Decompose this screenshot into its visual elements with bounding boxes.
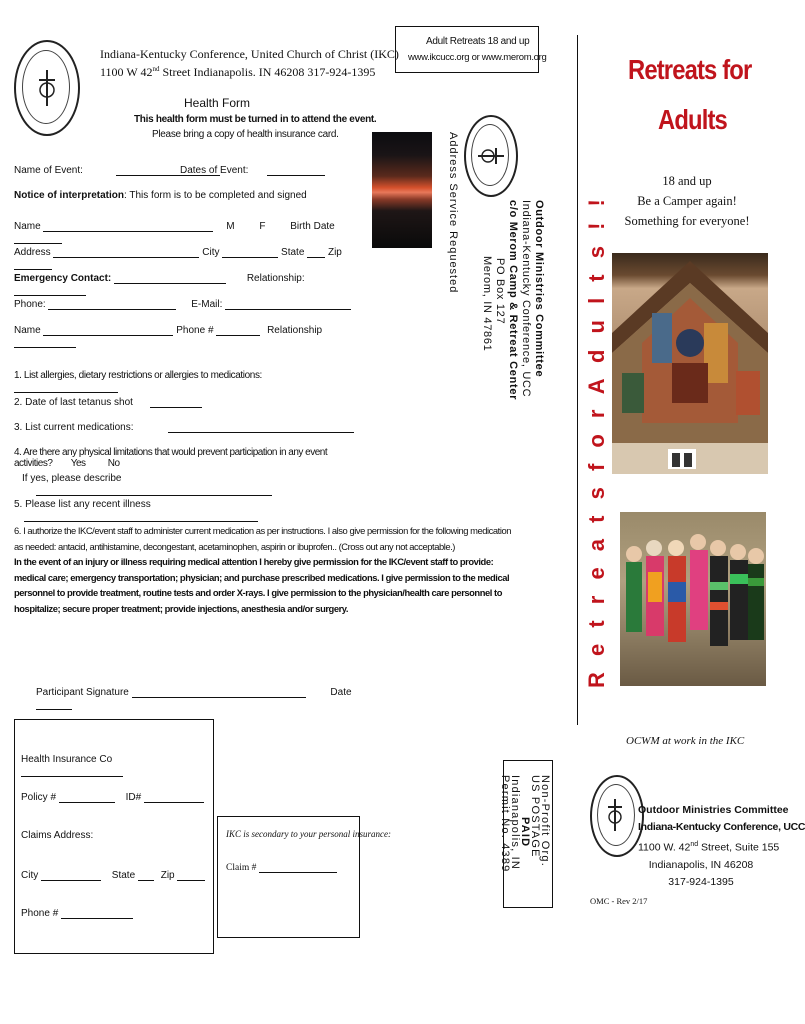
insurance-phone-row — [21, 907, 133, 919]
contact-conference: Indiana-Kentucky Conference, UCC — [638, 821, 805, 833]
cross-icon — [604, 797, 626, 833]
allergies-label: 1. List allergies, dietary restrictions or allergies to medications: — [14, 370, 262, 381]
medications-label: 3. List current medications: — [14, 422, 134, 433]
emergency-contact-row — [14, 272, 354, 296]
contact-phone: 317-924-1395 — [668, 875, 734, 888]
insurance-city-label: City — [21, 870, 39, 881]
tagline-age: 18 and up — [662, 174, 712, 188]
birth-date-field[interactable] — [14, 232, 62, 244]
health-form-title: Health Form — [184, 96, 251, 110]
org-name: Indiana-Kentucky Conference, United Church of Christ (IKC) — [100, 47, 399, 61]
contact-name-field[interactable] — [43, 324, 173, 336]
group-photo-figures — [620, 512, 766, 686]
name-of-event-label: Name of Event: — [14, 165, 83, 176]
relationship-field[interactable] — [14, 284, 86, 296]
medications-row — [14, 421, 354, 433]
insurance-co-row — [21, 754, 211, 777]
allergies-row — [14, 370, 354, 393]
phone-email-row — [14, 298, 354, 310]
mural-photo — [612, 253, 768, 474]
authorization-line-4: medical care; emergency transportation; physician; and purchase prescribed medications. I give permission to the medical — [14, 571, 510, 583]
name-field[interactable] — [43, 220, 213, 232]
limitations-label: 4. Are there any physical limitations that would prevent participation in any event activities? — [14, 447, 328, 469]
insurance-box — [14, 719, 214, 954]
secondary-contact-row — [14, 324, 354, 348]
contact-committee: Outdoor Ministries Committee — [638, 804, 789, 816]
postage-line-5: Permit No. 4389 — [499, 775, 511, 873]
authorization-text — [14, 523, 511, 616]
limitations-describe-row — [22, 473, 362, 496]
address-service-requested: Address Service Requested — [447, 132, 459, 294]
contact-name-label: Name — [14, 325, 41, 336]
insurance-co-label: Health Insurance Co — [21, 754, 113, 765]
contact-block — [638, 802, 805, 891]
insurance-city-field[interactable] — [41, 869, 101, 881]
name-row — [14, 220, 344, 244]
dates-of-event-row — [180, 164, 325, 176]
female-option[interactable]: F — [259, 221, 266, 232]
cross-icon — [34, 68, 60, 108]
website-urls: www.ikcucc.org or www.merom.org — [408, 52, 547, 63]
conference-seal-middle — [464, 115, 518, 197]
tagline — [612, 171, 762, 231]
insurance-state-field[interactable] — [138, 869, 154, 881]
mailing-address — [480, 200, 545, 400]
emergency-contact-label: Emergency Contact: — [14, 273, 112, 284]
contact-relationship-field[interactable] — [14, 336, 76, 348]
zip-label: Zip — [327, 247, 342, 258]
notice-of-interpretation: Notice of interpretation: This form is to be completed and signed — [14, 190, 307, 201]
vertical-title-divider — [577, 35, 578, 725]
date-label: Date — [330, 687, 352, 698]
postage-line-2: US POSTAGE — [529, 775, 541, 858]
postage-line-4: Indianapolis, IN — [509, 775, 521, 871]
medications-field[interactable] — [168, 421, 354, 433]
insurance-phone-field[interactable] — [61, 907, 133, 919]
postage-permit — [499, 760, 553, 908]
insurance-card-note: Please bring a copy of health insurance card. — [152, 129, 339, 140]
photo-caption: OCWM at work in the IKC — [626, 735, 745, 747]
tetanus-row — [14, 396, 202, 408]
illness-label: 5. Please list any recent illness — [14, 499, 151, 510]
contact-phone-label: Phone # — [176, 325, 214, 336]
conference-seal-bottom — [590, 775, 644, 857]
authorization-line-6: hospitalize; secure proper treatment; provide injections, anesthesia and/or surgery. — [14, 602, 348, 614]
tetanus-label: 2. Date of last tetanus shot — [14, 397, 133, 408]
health-form-subtitle: This health form must be turned in to attend the event. — [134, 114, 377, 125]
illness-row — [14, 499, 354, 522]
claim-row — [226, 861, 337, 873]
group-photo — [620, 512, 766, 686]
claims-address-row — [21, 830, 93, 841]
phone-field[interactable] — [48, 298, 176, 310]
postage-line-3: PAID — [519, 817, 531, 848]
postage-text — [500, 775, 550, 872]
org-address: 1100 W 42nd Street Indianapolis. IN 46208 317-924-1395 — [100, 65, 376, 79]
tetanus-field[interactable] — [150, 396, 202, 408]
name-label: Name — [14, 221, 41, 232]
city-field[interactable] — [222, 246, 278, 258]
mailing-line-4: PO Box 127 — [494, 258, 506, 325]
address-label: Address — [14, 247, 51, 258]
website-box — [395, 26, 547, 73]
mailing-line-2: Indiana-Kentucky Conference, UCC — [520, 200, 532, 398]
tagline-camper: Be a Camper again! — [637, 194, 737, 208]
contact-phone-field[interactable] — [216, 324, 260, 336]
authorization-line-3: In the event of an injury or illness requiring medical attention I hereby give permission for the IKC/event staff to provide: — [14, 556, 494, 567]
allergies-field[interactable] — [14, 381, 118, 393]
authorization-line-1: 6. I authorize the IKC/event staff to administer current medication as per instructions. I also give permission for the following medication — [14, 525, 511, 536]
mailing-line-3: c/o Merom Camp & Retreat Center — [507, 200, 519, 401]
address-row — [14, 246, 354, 270]
authorization-line-2: as needed: antacid, antihistamine, decongestant, acetaminophen, aspirin or ibuprofen.. (Cross out any not acceptable.) — [14, 540, 455, 552]
relationship-label: Relationship: — [246, 273, 305, 284]
insurance-zip-label: Zip — [160, 870, 175, 881]
email-label: E-Mail: — [191, 299, 223, 310]
state-field[interactable] — [307, 246, 325, 258]
conference-seal-top — [14, 40, 80, 136]
dates-of-event-label: Dates of Event: — [180, 165, 249, 176]
authorization-line-5: personnel to provide treatment, routine tests and order X-rays. I give permission to the physician/health care personnel to — [14, 587, 503, 598]
revision-note: OMC - Rev 2/17 — [590, 896, 648, 906]
adult-retreats-heading: Adult Retreats 18 and up — [426, 36, 530, 47]
insurance-state-label: State — [111, 870, 136, 881]
id-field[interactable] — [144, 791, 204, 803]
policy-label: Policy # — [21, 792, 57, 803]
retreats-title-line-1: Retreats for — [628, 54, 752, 85]
zip-field[interactable] — [14, 258, 52, 270]
contact-relationship-label: Relationship — [267, 325, 323, 336]
signature-date-field[interactable] — [36, 698, 72, 710]
address-field[interactable] — [53, 246, 199, 258]
limitations-describe-field[interactable] — [36, 484, 272, 496]
sunset-photo — [372, 132, 432, 248]
insurance-co-field[interactable] — [21, 765, 123, 777]
tagline-everyone: Something for everyone! — [624, 214, 750, 228]
claim-label: Claim # — [226, 863, 257, 873]
retreats-title-line-2: Adults — [658, 104, 727, 135]
participant-signature-label: Participant Signature — [36, 687, 129, 698]
claim-field[interactable] — [259, 861, 337, 873]
mural-artwork — [612, 253, 768, 474]
city-label: City — [202, 247, 220, 258]
cross-icon — [476, 143, 506, 169]
limitations-yes-option[interactable]: Yes — [70, 458, 86, 469]
emergency-contact-field[interactable] — [114, 272, 226, 284]
event-dates-field[interactable] — [267, 164, 325, 176]
policy-row — [21, 791, 211, 803]
secondary-insurance-note: IKC is secondary to your personal insurance: — [226, 829, 391, 839]
mailing-line-5: Merom, IN 47861 — [481, 256, 493, 352]
postage-line-1: Non-Profit Org. — [539, 775, 551, 867]
contact-street: 1100 W. 42nd Street, Suite 155 — [638, 841, 780, 854]
limitations-no-option[interactable]: No — [107, 458, 120, 469]
birth-date-label: Birth Date — [290, 221, 335, 232]
state-label: State — [281, 247, 305, 258]
illness-field[interactable] — [24, 510, 258, 522]
vertical-title: R e t r e a t s f o r A d u l t s ! ! — [584, 194, 609, 688]
claims-address-label: Claims Address: — [21, 830, 94, 841]
phone-label: Phone: — [14, 299, 46, 310]
limitations-row — [14, 447, 354, 469]
policy-field[interactable] — [59, 791, 115, 803]
limitations-describe-label: If yes, please describe — [22, 473, 122, 484]
signature-field[interactable] — [132, 686, 306, 698]
signature-row — [36, 686, 366, 710]
insurance-phone-label: Phone # — [21, 908, 59, 919]
insurance-city-row — [21, 869, 211, 881]
mailing-line-1: Outdoor Ministries Committee — [533, 200, 545, 378]
insurance-zip-field[interactable] — [177, 869, 205, 881]
claim-box — [217, 816, 391, 938]
contact-city: Indianapolis, IN 46208 — [648, 858, 754, 871]
id-label: ID# — [125, 792, 142, 803]
email-field[interactable] — [225, 298, 351, 310]
male-option[interactable]: M — [226, 221, 235, 232]
